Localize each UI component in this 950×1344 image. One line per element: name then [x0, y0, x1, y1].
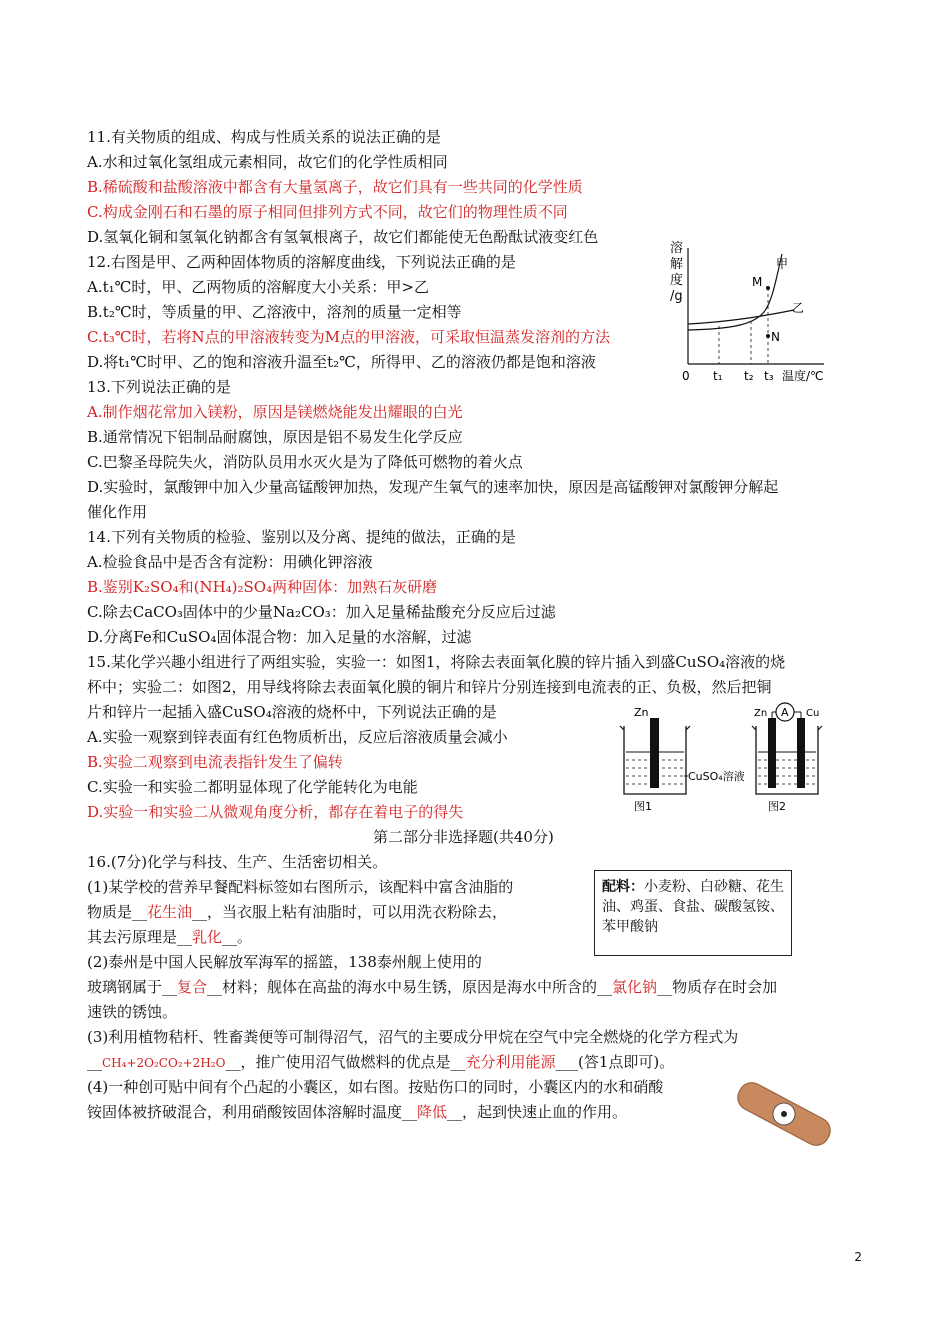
q14-stem: 14.下列有关物质的检验、鉴别以及分离、提纯的做法，正确的是	[87, 528, 516, 546]
label-xaxis: 温度/℃	[782, 369, 824, 383]
curve-yi	[688, 310, 794, 324]
fig2-caption: 图2	[768, 800, 786, 813]
label-origin: 0	[682, 369, 690, 383]
solubility-graph	[664, 240, 844, 390]
q13-stem: 13.下列说法正确的是	[87, 378, 231, 396]
cu-label: Cu	[806, 708, 820, 719]
graph-ylabel-1: 溶	[670, 241, 684, 256]
q12-option-b: B.t₂℃时，等质量的甲、乙溶液中，溶剂的质量一定相等	[87, 303, 462, 321]
answer-emulsify: 乳化	[192, 928, 223, 946]
q12-option-c: C.t₃℃时，若将N点的甲溶液转变为M点的甲溶液，可采取恒温蒸发溶剂的方法	[87, 328, 611, 346]
q13-option-b: B.通常情况下铝制品耐腐蚀，原因是铝不易发生化学反应	[87, 428, 463, 446]
point-m	[766, 286, 770, 290]
bandaid-illustration	[728, 1074, 840, 1154]
zn-plate-1	[650, 718, 659, 788]
answer-sodium-chloride: 氯化钠	[612, 978, 658, 996]
part2-title: 第二部分非选择题(共40分)	[373, 828, 554, 846]
fig1-caption: 图1	[634, 800, 652, 813]
q12-option-a: A.t₁℃时，甲、乙两物质的溶解度大小关系：甲>乙	[87, 278, 429, 296]
q11-option-c: C.构成金刚石和石墨的原子相同但排列方式不同，故它们的物理性质不同	[87, 203, 568, 221]
q14-option-d: D.分离Fe和CuSO₄固体混合物：加入足量的水溶解，过滤	[87, 628, 472, 646]
label-t2: t₂	[744, 369, 754, 383]
q16-p4-line1: (4)一种创可贴中间有个凸起的小囊区，如右图。按贴伤口的同时，小囊区内的水和硝酸	[87, 1078, 664, 1096]
page-number: 2	[854, 1250, 862, 1264]
ingredient-label-box	[594, 870, 792, 956]
q11-option-b: B.稀硫酸和盐酸溶液中都含有大量氢离子，故它们具有一些共同的化学性质	[87, 178, 583, 196]
label-m: M	[752, 275, 763, 289]
zn-label-2: Zn	[754, 708, 768, 719]
ammeter-label: A	[781, 706, 789, 719]
q15-beaker-figure	[616, 702, 836, 820]
q15-option-c: C.实验一和实验二都明显体现了化学能转化为电能	[87, 778, 418, 796]
q15-stem-line1: 15.某化学兴趣小组进行了两组实验，实验一：如图1，将除去表面氧化膜的锌片插入到盛CuSO₄溶液的烧	[87, 653, 786, 671]
graph-ylabel-3: 度	[670, 273, 684, 288]
q16-p1-line2: 物质是__花生油__，当衣服上粘有油脂时，可以用洗衣粉除去，	[87, 903, 508, 921]
q11-option-a: A.水和过氧化氢组成元素相同，故它们的化学性质相同	[87, 153, 448, 171]
q16-p3-line1: (3)利用植物秸杆、牲畜粪便等可制得沼气，沼气的主要成分甲烷在空气中完全燃烧的化学方程式为	[87, 1028, 739, 1046]
q13-option-c: C.巴黎圣母院失火，消防队员用水灭火是为了降低可燃物的着火点	[87, 453, 523, 471]
q14-option-c: C.除去CaCO₃固体中的少量Na₂CO₃：加入足量稀盐酸充分反应后过滤	[87, 603, 556, 621]
graph-ylabel-2: 解	[670, 257, 684, 272]
answer-peanut-oil: 花生油	[147, 903, 193, 921]
point-n	[766, 334, 770, 338]
q13-option-a: A.制作烟花常加入镁粉，原因是镁燃烧能发出耀眼的白光	[87, 403, 463, 421]
ingredient-label-content: 小麦粉、白砂糖、花生油、鸡蛋、食盐、碳酸氢铵、苯甲酸钠	[602, 879, 784, 935]
q12-stem: 12.右图是甲、乙两种固体物质的溶解度曲线，下列说法正确的是	[87, 253, 516, 271]
q13-option-d-line2: 催化作用	[87, 503, 148, 521]
label-n: N	[771, 330, 780, 344]
q15-stem-line3: 片和锌片一起插入盛CuSO₄溶液的烧杯中，下列说法正确的是	[87, 703, 497, 721]
label-t3: t₃	[764, 369, 774, 383]
q16-p1-line1: (1)某学校的营养早餐配料标签如右图所示，该配料中富含油脂的	[87, 878, 514, 896]
q14-option-b: B.鉴别K₂SO₄和(NH₄)₂SO₄两种固体：加熟石灰研磨	[87, 578, 438, 596]
answer-composite: 复合	[177, 978, 208, 996]
zn-label-1: Zn	[634, 706, 649, 719]
q13-option-d-line1: D.实验时，氯酸钾中加入少量高锰酸钾加热，发现产生氧气的速率加快，原因是高锰酸钾对氯酸钾分解起	[87, 478, 779, 496]
ingredient-label-title: 配料：	[602, 879, 644, 895]
zn-plate-2	[768, 718, 776, 788]
q16-p2-line2: 玻璃钢属于__复合__材料；舰体在高盐的海水中易生锈，原因是海水中所含的__氯化钠__物质存在时会加	[87, 978, 778, 996]
q16-stem: 16.(7分)化学与科技、生产、生活密切相关。	[87, 853, 388, 871]
q15-option-a: A.实验一观察到锌表面有红色物质析出，反应后溶液质量会减小	[87, 728, 508, 746]
q16-p3-line2: __CH₄+2O₂CO₂+2H₂O__，推广使用沼气做燃料的优点是__充分利用能源___(答1点即可)。	[87, 1053, 675, 1071]
q11-option-d: D.氢氧化铜和氢氧化钠都含有氢氧根离子，故它们都能使无色酚酞试液变红色	[87, 228, 599, 246]
q15-option-b: B.实验二观察到电流表指针发生了偏转	[87, 753, 343, 771]
q15-stem-line2: 杯中；实验二：如图2，用导线将除去表面氧化膜的铜片和锌片分别连接到电流表的正、负极，然后把铜	[87, 678, 772, 696]
q12-option-d: D.将t₁℃时甲、乙的饱和溶液升温至t₂℃，所得甲、乙的溶液仍都是饱和溶液	[87, 353, 596, 371]
q16-p4-line2: 铵固体被挤破混合，利用硝酸铵固体溶解时温度__降低__，起到快速止血的作用。	[87, 1103, 628, 1121]
cu-plate	[797, 718, 805, 788]
solution-label: CuSO₄溶液	[688, 770, 745, 783]
answer-advantage: 充分利用能源	[465, 1053, 556, 1071]
answer-equation: CH₄+2O₂CO₂+2H₂O	[102, 1056, 226, 1070]
graph-ylabel-4: /g	[670, 289, 683, 304]
q16-p2-line3: 速铁的锈蚀。	[87, 1003, 178, 1021]
label-t1: t₁	[713, 369, 723, 383]
q16-p1-line3: 其去污原理是__乳化__。	[87, 928, 253, 946]
q14-option-a: A.检验食品中是否含有淀粉：用碘化钾溶液	[87, 553, 373, 571]
q16-p2-line1: (2)泰州是中国人民解放军海军的摇篮，138泰州舰上使用的	[87, 953, 482, 971]
label-jia: 甲	[776, 257, 789, 271]
label-yi: 乙	[792, 301, 805, 315]
q15-option-d: D.实验一和实验二从微观角度分析，都存在着电子的得失	[87, 803, 464, 821]
q11-stem: 11.有关物质的组成、构成与性质关系的说法正确的是	[87, 128, 441, 146]
answer-decrease: 降低	[417, 1103, 448, 1121]
